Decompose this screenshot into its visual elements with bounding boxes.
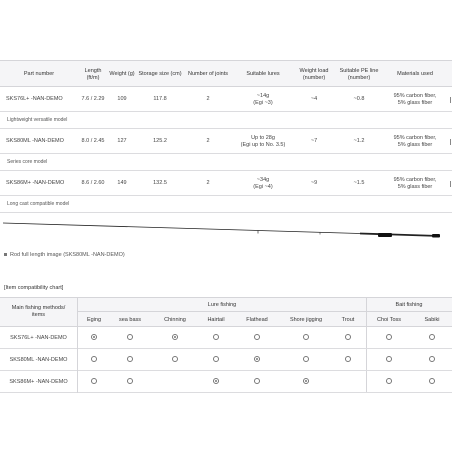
header-weight-load: Weight load (number) xyxy=(299,67,329,81)
method-header: Sabiki xyxy=(424,316,440,323)
rod-image xyxy=(0,218,452,242)
rod-caption-text: Rod full length image (SKS80ML -NAN-DEMO) xyxy=(10,252,125,258)
circle-icon xyxy=(386,356,392,362)
circle-icon xyxy=(303,334,309,340)
circle-icon xyxy=(91,356,97,362)
row-edge-marker xyxy=(450,181,451,187)
circle-icon xyxy=(213,356,219,362)
circle-icon xyxy=(303,356,309,362)
header-part-number: Part number xyxy=(23,71,55,77)
storage-cell: 117.8 xyxy=(153,96,167,102)
compat-main-header: Main fishing methods/ items xyxy=(0,297,78,327)
load-cell: ~7 xyxy=(310,138,318,144)
method-header: Choi Toss xyxy=(376,316,402,323)
method-header: Hairtail xyxy=(207,316,225,323)
compat-row-name: SKS80ML -NAN-DEMO xyxy=(0,349,78,371)
circle-icon xyxy=(429,378,435,384)
circle-icon xyxy=(213,334,219,340)
header-pe-line: Suitable PE line (number) xyxy=(339,67,379,81)
row-edge-marker xyxy=(450,97,451,103)
double-circle-icon xyxy=(172,334,178,340)
weight-cell: 149 xyxy=(117,180,127,186)
compat-row xyxy=(0,349,452,371)
double-circle-icon xyxy=(254,356,260,362)
storage-cell: 132.5 xyxy=(153,180,167,186)
compat-chart-title: [Item compatibility chart] xyxy=(4,285,64,291)
spec-row xyxy=(0,171,452,196)
header-weight: Weight (g) xyxy=(109,71,135,77)
pe-line-cell: ~1.5 xyxy=(353,180,365,186)
square-bullet-icon xyxy=(4,253,7,256)
rod-caption xyxy=(4,252,125,258)
circle-icon xyxy=(254,334,260,340)
lures-cell: Up to 28g (Egi up to No. 3.5) xyxy=(240,134,286,148)
header-materials: Materials used xyxy=(397,71,433,77)
circle-icon xyxy=(254,378,260,384)
joints-cell: 2 xyxy=(206,180,210,186)
header-length: Length (ft/m) xyxy=(84,67,102,81)
compat-row xyxy=(0,371,452,393)
joints-cell: 2 xyxy=(206,96,210,102)
method-header: Eging xyxy=(86,316,102,323)
method-header: Chinning xyxy=(164,316,186,323)
length-cell: 7.6 / 2.29 xyxy=(81,96,105,102)
spec-row xyxy=(0,129,452,154)
materials-cell: 95% carbon fiber, 5% glass fiber xyxy=(393,134,437,148)
group-header-lure-fishing: Lure fishing xyxy=(78,297,366,312)
method-header: Flathead xyxy=(246,316,268,323)
load-cell: ~4 xyxy=(310,96,318,102)
weight-cell: 127 xyxy=(117,138,127,144)
double-circle-icon xyxy=(303,378,309,384)
pe-line-cell: ~0.8 xyxy=(353,96,365,102)
circle-icon xyxy=(127,356,133,362)
method-header: Trout xyxy=(341,316,355,323)
lures-cell: ~34g (Egi ~4) xyxy=(253,176,273,190)
pe-line-cell: ~1.2 xyxy=(353,138,365,144)
spec-row-note: Lightweight versatile model xyxy=(0,112,452,129)
compat-row-name: SKS86M+ -NAN-DEMO xyxy=(0,371,78,393)
joints-cell: 2 xyxy=(206,138,210,144)
materials-cell: 95% carbon fiber, 5% glass fiber xyxy=(393,92,437,106)
storage-cell: 125.2 xyxy=(153,138,167,144)
part-number-cell: SKS86M+ -NAN-DEMO xyxy=(6,180,65,186)
circle-icon xyxy=(127,378,133,384)
materials-cell: 95% carbon fiber, 5% glass fiber xyxy=(393,176,437,190)
method-header: Shore jigging xyxy=(289,316,323,323)
circle-icon xyxy=(429,356,435,362)
compat-row-name: SKS76L+ -NAN-DEMO xyxy=(0,327,78,349)
circle-icon xyxy=(91,378,97,384)
circle-icon xyxy=(429,334,435,340)
part-number-cell: SKS80ML -NAN-DEMO xyxy=(6,138,64,144)
load-cell: ~9 xyxy=(310,180,318,186)
spec-row-note: Series core model xyxy=(0,154,452,171)
length-cell: 8.6 / 2.60 xyxy=(81,180,105,186)
method-header: sea bass xyxy=(118,316,141,323)
weight-cell: 109 xyxy=(117,96,127,102)
length-cell: 8.0 / 2.45 xyxy=(81,138,105,144)
rod-icon xyxy=(0,218,452,242)
lures-cell: ~14g (Egi ~3) xyxy=(253,92,273,106)
double-circle-icon xyxy=(91,334,97,340)
row-edge-marker xyxy=(450,139,451,145)
part-number-cell: SKS76L+ -NAN-DEMO xyxy=(6,96,63,102)
header-suitable-lures: Suitable lures xyxy=(246,71,280,77)
group-header-bait-fishing: Bait fishing xyxy=(366,297,452,312)
spec-row-note: Long cast compatible model xyxy=(0,196,452,213)
circle-icon xyxy=(172,356,178,362)
header-storage-size: Storage size (cm) xyxy=(138,71,182,77)
circle-icon xyxy=(345,356,351,362)
double-circle-icon xyxy=(213,378,219,384)
spec-table-header xyxy=(0,60,452,87)
circle-icon xyxy=(386,334,392,340)
circle-icon xyxy=(386,378,392,384)
header-joints: Number of joints xyxy=(187,71,229,77)
circle-icon xyxy=(127,334,133,340)
spec-row xyxy=(0,87,452,112)
compat-row xyxy=(0,327,452,349)
circle-icon xyxy=(345,334,351,340)
